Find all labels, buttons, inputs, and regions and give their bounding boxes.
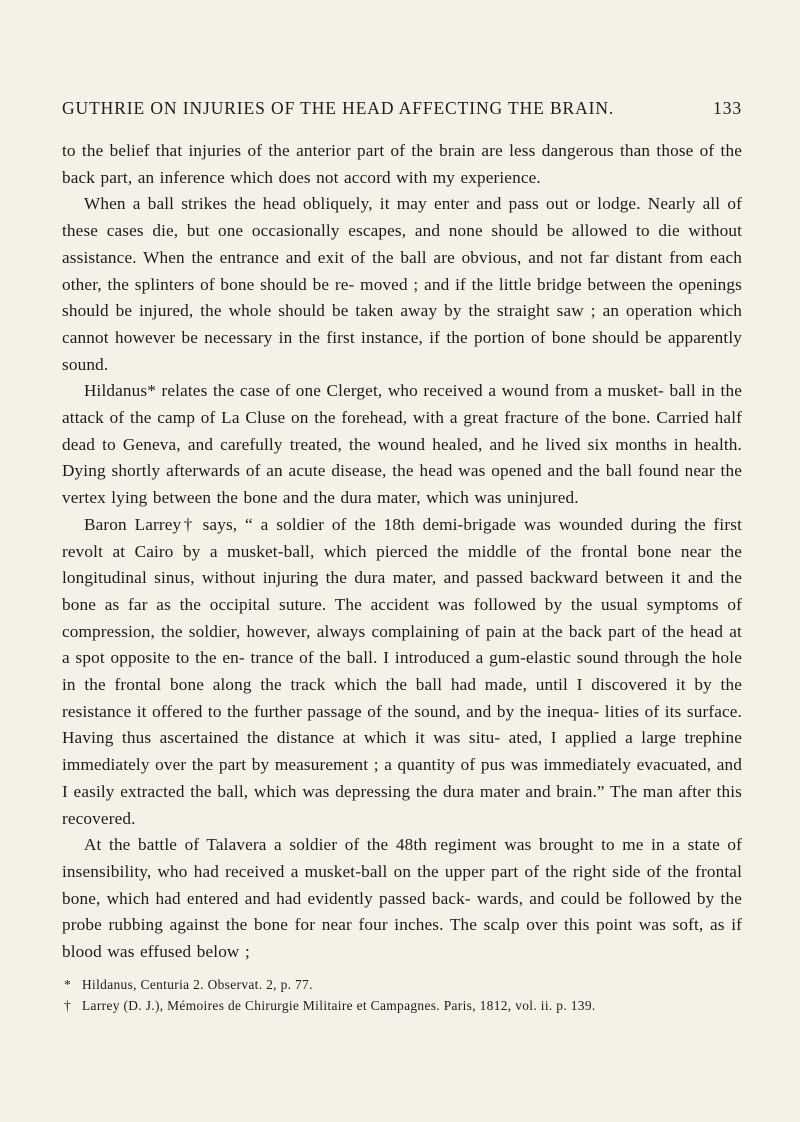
body-text <box>62 138 742 966</box>
footnote <box>64 974 742 995</box>
book-page <box>62 98 742 1016</box>
paragraph-continued: to the belief that injuries of the anterior part of the brain are less dangerous than those of the back part, an inference which does not accord with my experience. <box>62 141 742 187</box>
running-header <box>62 98 742 138</box>
footnote <box>64 995 742 1016</box>
paragraph-larrey: Baron Larrey† says, “ a soldier of the 18th demi-brigade was wounded during the first revolt at Cairo by a musket-ball, which pierced the middle of the frontal bone near the longitudinal sinus, without injuring the dura mater, and passed backward between it and the bone as far as the occipital suture. The accident was followed by the usual symptoms of compression, the soldier, however, always complaining of pain at the back part of the head at a spot opposite to the en- trance of the ball. I introduced a gum-elastic sound through the hole in the frontal bone along the track which the ball had made, until I discovered it by the resistance it offered to the further passage of the sound, and by the inequa- lities of its surface. Having thus ascertained the distance at which it was situ- ated, I applied a large trephine immediately over the part by measurement ; a quantity of pus was immediately evacuated, and I easily extracted the ball, which was depressing the dura mater and brain.” The man after this recovered. <box>62 514 742 828</box>
footnote-text: Larrey (D. J.), Mémoires de Chirurgie Militaire et Campagnes. Paris, 1812, vol. ii. p. 139. <box>82 997 596 1013</box>
paragraph-talavera: At the battle of Talavera a soldier of the 48th regiment was brought to me in a state of insensibility, who had received a musket-ball on the upper part of the right side of the frontal bone, which had entered and had evidently passed back- wards, and could be followed by the probe rubbing against the bone for near four inches. The scalp over this point was soft, as if blood was effused below ; <box>62 835 742 962</box>
footnote-text: Hildanus, Centuria 2. Observat. 2, p. 77. <box>82 976 313 992</box>
page-number: 133 <box>713 98 742 118</box>
footnote-mark: † <box>64 997 72 1013</box>
paragraph-oblique-ball: When a ball strikes the head obliquely, it may enter and pass out or lodge. Nearly all of these cases die, but one occasionally escapes, and none should be allowed to die without assistance. When the entrance and exit of the ball are obvious, and not far distant from each other, the splinters of bone should be re- moved ; and if the little bridge between the openings should be injured, the whole should be taken away by the straight saw ; an operation which cannot however be necessary in the first instance, if the portion of bone should be apparently sound. <box>62 194 742 374</box>
running-title: GUTHRIE ON INJURIES OF THE HEAD AFFECTING THE BRAIN. <box>62 98 615 118</box>
footnote-mark: * <box>64 976 72 992</box>
paragraph-hildanus: Hildanus* relates the case of one Clerget, who received a wound from a musket- ball in the attack of the camp of La Cluse on the forehead, with a great fracture of the bone. Carried half dead to Geneva, and carefully treated, the wound healed, and he lived six months in health. Dying shortly afterwards of an acute disease, the head was opened and the ball found near the vertex lying between the bone and the dura mater, which was uninjured. <box>62 381 742 508</box>
footnotes <box>62 974 742 1016</box>
